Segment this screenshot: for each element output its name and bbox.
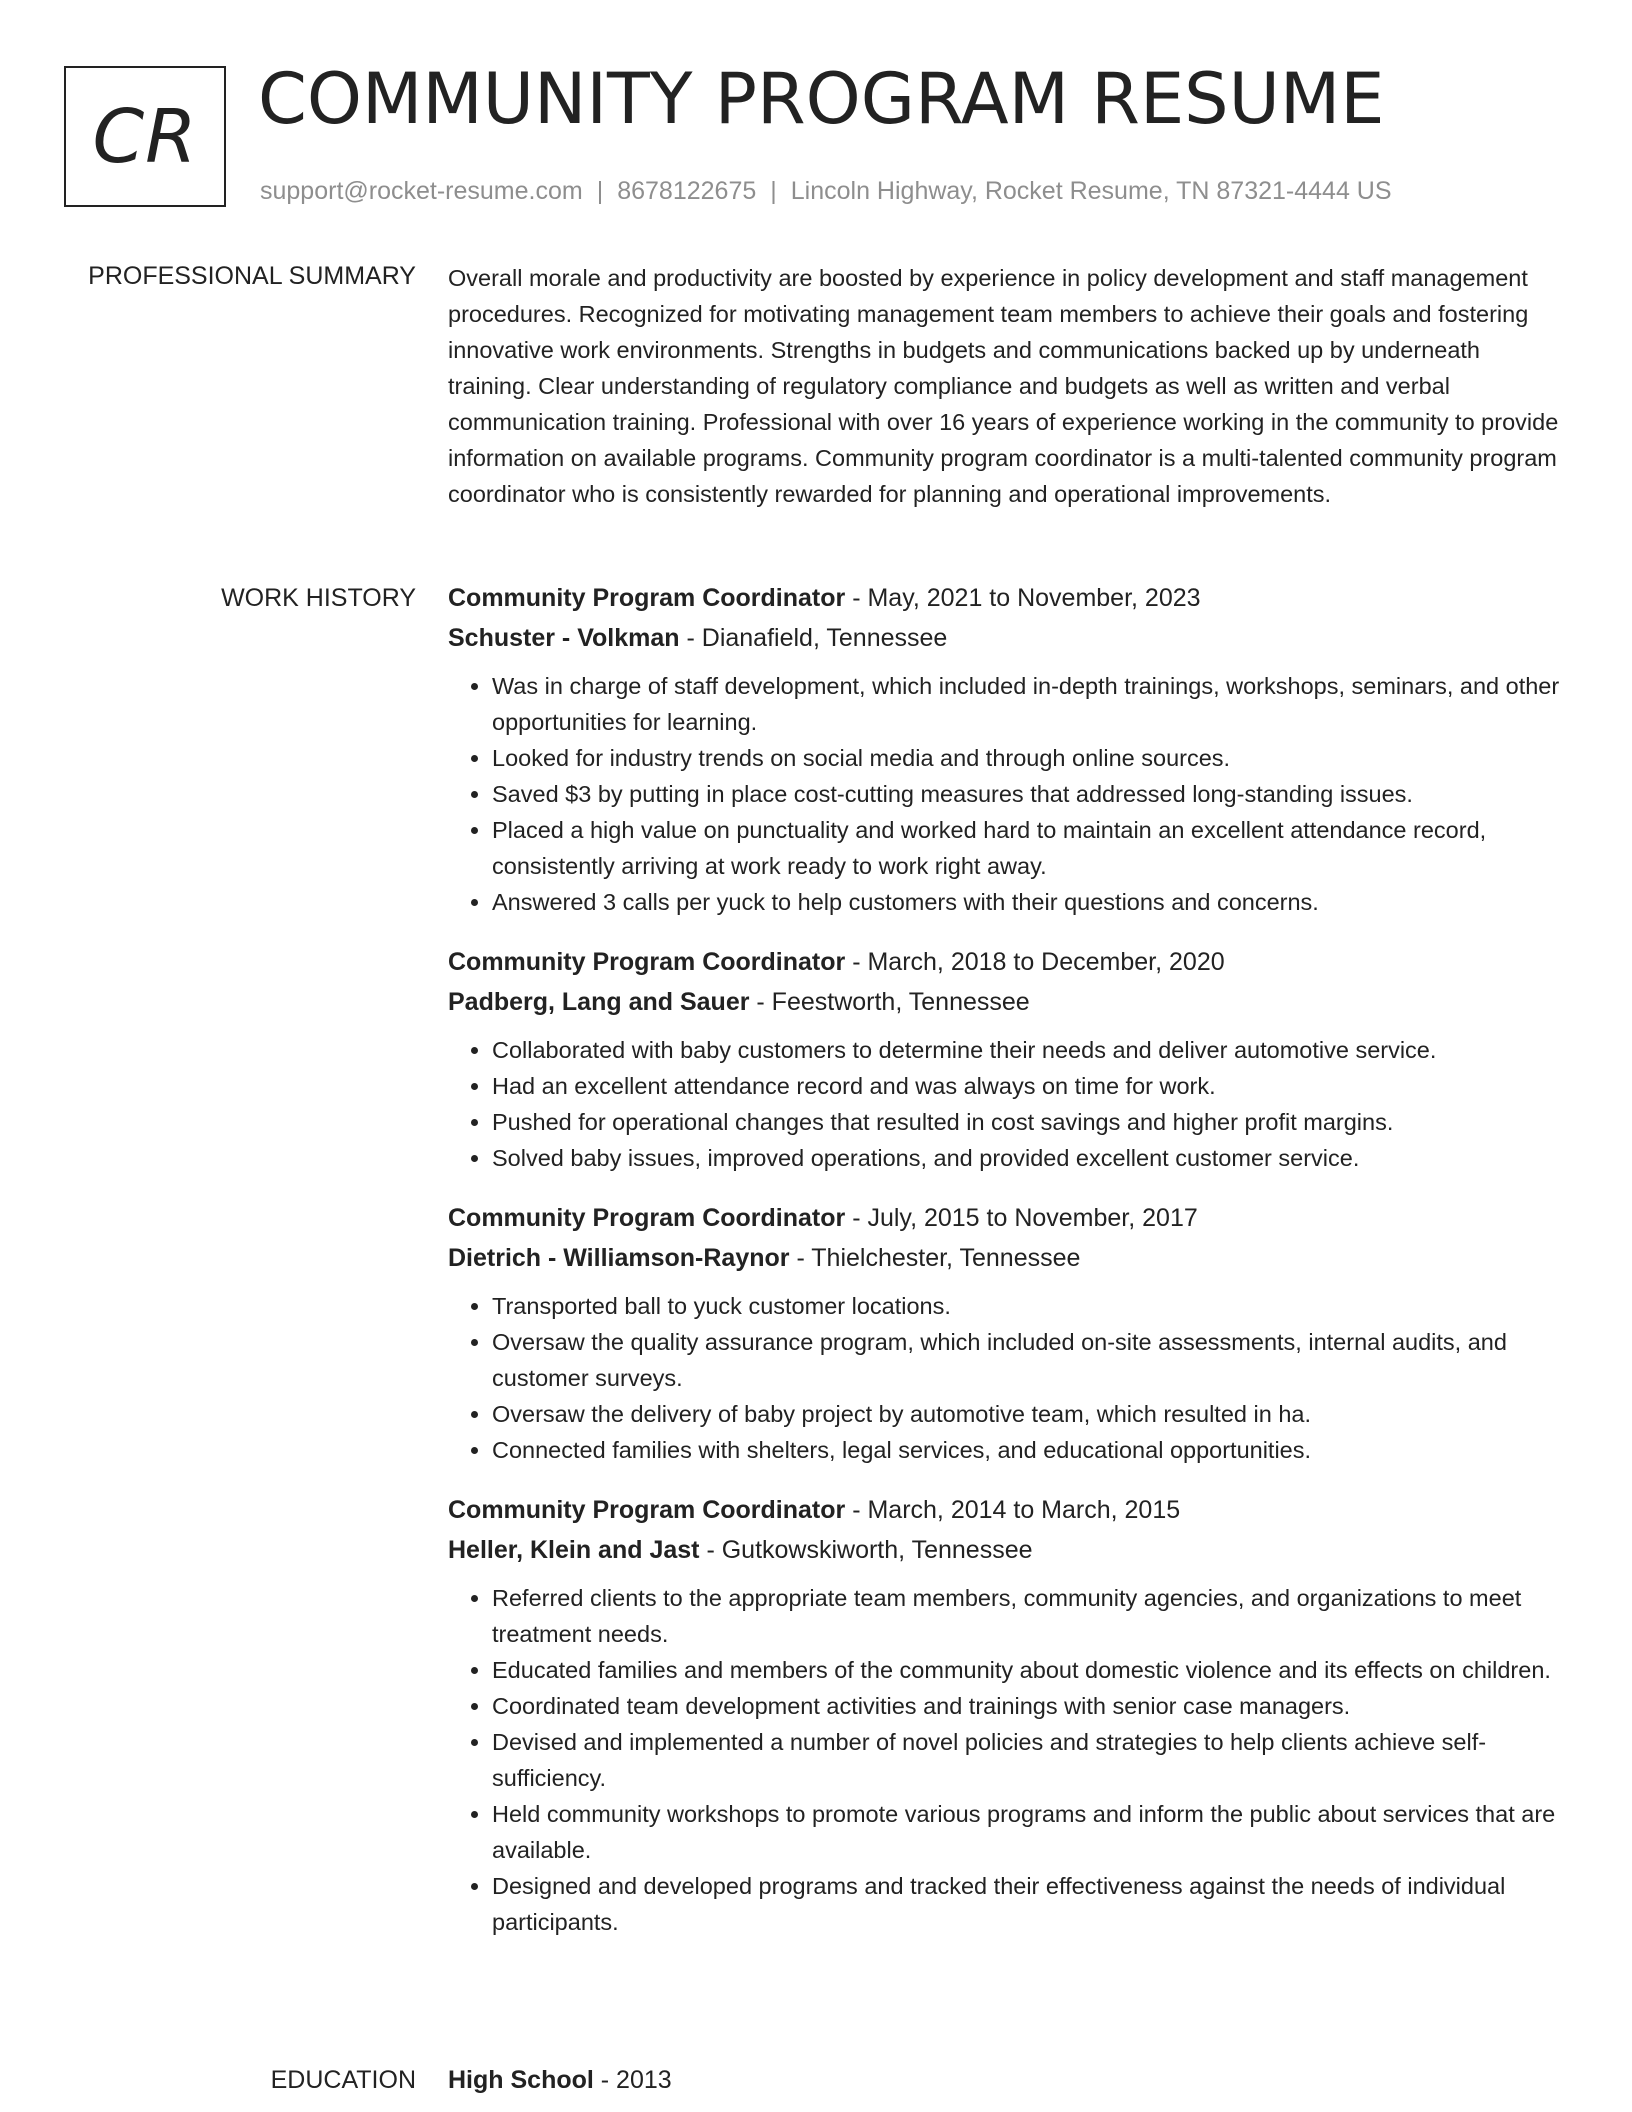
- job-title-line: [448, 578, 1568, 618]
- list-item: • Held community workshops to promote various programs and inform the public about services that are available.: [492, 1796, 1568, 1868]
- job-title: Community Program Coordinator: [448, 1204, 846, 1232]
- job-entry: [448, 942, 1568, 1176]
- list-item: • Looked for industry trends on social media and through online sources.: [492, 740, 1568, 776]
- job-location: - Dianafield, Tennessee: [679, 624, 948, 652]
- job-dates: - July, 2015 to November, 2017: [845, 1204, 1198, 1232]
- contact-separator: |: [596, 177, 604, 205]
- list-item: • Saved $3 by putting in place cost-cutting measures that addressed long-standing issues.: [492, 776, 1568, 812]
- job-title: Community Program Coordinator: [448, 948, 846, 976]
- section-label-work-history: WORK HISTORY: [221, 584, 416, 612]
- job-title: Community Program Coordinator: [448, 584, 846, 612]
- job-bullets: [448, 668, 1568, 920]
- list-item: • Had an excellent attendance record and was always on time for work.: [492, 1068, 1568, 1104]
- contact-phone[interactable]: 8678122675: [617, 177, 757, 205]
- list-item: • Oversaw the delivery of baby project by automotive team, which resulted in ha.: [492, 1396, 1568, 1432]
- contact-separator: |: [770, 177, 777, 205]
- education-year: - 2013: [593, 2066, 672, 2094]
- job-title-line: [448, 1490, 1568, 1530]
- job-location: - Feestworth, Tennessee: [749, 988, 1030, 1016]
- job-dates: - March, 2014 to March, 2015: [845, 1496, 1181, 1524]
- education-line: [448, 2060, 1568, 2100]
- list-item: • Devised and implemented a number of novel policies and strategies to help clients achieve self-sufficiency.: [492, 1724, 1568, 1796]
- section-label-education: EDUCATION: [270, 2066, 416, 2094]
- list-item: • Was in charge of staff development, which included in-depth trainings, workshops, seminars, and other opportunities for learning.: [492, 668, 1568, 740]
- contact-address: Lincoln Highway, Rocket Resume, TN 87321-4444 US: [790, 177, 1392, 205]
- list-item: • Coordinated team development activities and trainings with senior case managers.: [492, 1688, 1568, 1724]
- job-company: Padberg, Lang and Sauer: [448, 988, 750, 1016]
- job-entry: [448, 1490, 1568, 1940]
- list-item: • Transported ball to yuck customer locations.: [492, 1288, 1568, 1324]
- job-title: Community Program Coordinator: [448, 1496, 846, 1524]
- job-dates: - March, 2018 to December, 2020: [845, 948, 1225, 976]
- job-company-line: [448, 1530, 1568, 1570]
- job-title-line: [448, 1198, 1568, 1238]
- job-company: Dietrich - Williamson-Raynor: [448, 1244, 790, 1272]
- job-bullets: [448, 1032, 1568, 1176]
- list-item: • Pushed for operational changes that resulted in cost savings and higher profit margins.: [492, 1104, 1568, 1140]
- list-item: • Collaborated with baby customers to determine their needs and deliver automotive service.: [492, 1032, 1568, 1068]
- job-company-line: [448, 618, 1568, 658]
- job-title-line: [448, 942, 1568, 982]
- job-bullets: [448, 1288, 1568, 1468]
- list-item: • Educated families and members of the community about domestic violence and its effects on children.: [492, 1652, 1568, 1688]
- job-company-line: [448, 982, 1568, 1022]
- monogram-logo: CR: [64, 66, 226, 207]
- list-item: • Placed a high value on punctuality and worked hard to maintain an excellent attendance record, consistently arriving at work ready to work right away.: [492, 812, 1568, 884]
- education-entry: [448, 2060, 1568, 2100]
- education-degree: High School: [448, 2066, 594, 2094]
- job-bullets: [448, 1580, 1568, 1940]
- page-title: COMMUNITY PROGRAM RESUME: [258, 58, 1385, 140]
- job-entry: [448, 578, 1568, 920]
- job-entry: [448, 1198, 1568, 1468]
- job-company-line: [448, 1238, 1568, 1278]
- job-company: Schuster - Volkman: [448, 624, 680, 652]
- list-item: • Referred clients to the appropriate team members, community agencies, and organizations to meet treatment needs.: [492, 1580, 1568, 1652]
- job-company: Heller, Klein and Jast: [448, 1536, 700, 1564]
- job-location: - Thielchester, Tennessee: [789, 1244, 1081, 1272]
- job-location: - Gutkowskiworth, Tennessee: [699, 1536, 1033, 1564]
- list-item: • Solved baby issues, improved operations, and provided excellent customer service.: [492, 1140, 1568, 1176]
- section-label-summary: PROFESSIONAL SUMMARY: [88, 262, 416, 290]
- list-item: • Answered 3 calls per yuck to help customers with their questions and concerns.: [492, 884, 1568, 920]
- list-item: • Connected families with shelters, legal services, and educational opportunities.: [492, 1432, 1568, 1468]
- list-item: • Oversaw the quality assurance program, which included on-site assessments, internal audits, and customer surveys.: [492, 1324, 1568, 1396]
- summary-text: Overall morale and productivity are boosted by experience in policy development and staff management procedures. Recognized for motivating management team members to achieve their goals and fostering innovative work environments. Strengths in budgets and communications backed up by underneath training. Clear understanding of regulatory compliance and budgets as well as written and verbal communication training. Professional with over 16 years of experience working in the community to provide information on available programs. Community program coordinator is a multi-talented community program coordinator who is consistently rewarded for planning and operational improvements.: [448, 265, 1559, 507]
- work-history-list: [448, 578, 1568, 1962]
- contact-line: [260, 174, 1392, 208]
- list-item: • Designed and developed programs and tracked their effectiveness against the needs of individual participants.: [492, 1868, 1568, 1940]
- job-dates: - May, 2021 to November, 2023: [845, 584, 1201, 612]
- contact-email[interactable]: support@rocket-resume.com: [260, 177, 583, 205]
